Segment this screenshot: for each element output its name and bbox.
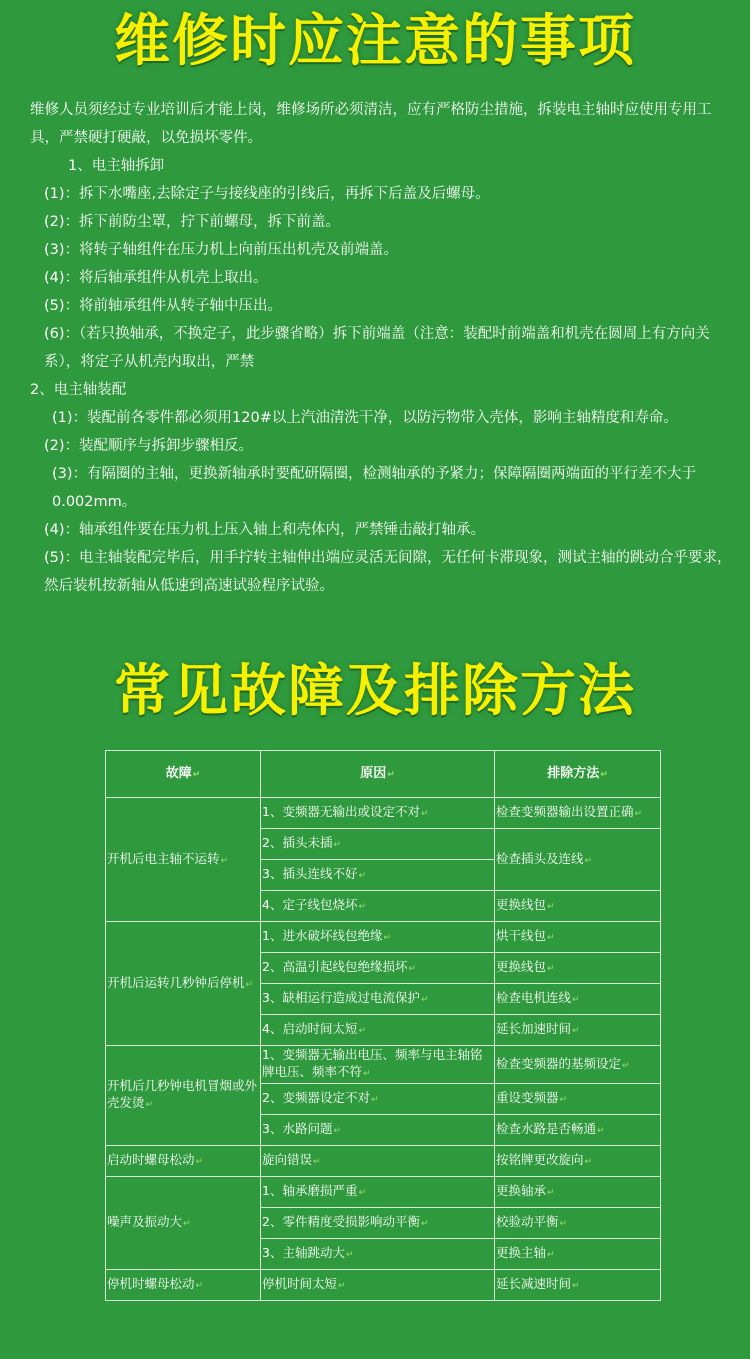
maintenance-notes	[30, 96, 738, 600]
cause-cell: 3、水路问题↵	[261, 1115, 495, 1146]
remedy-cell: 检查插头及连线↵	[495, 829, 661, 891]
remedy-cell: 更换主轴↵	[495, 1239, 661, 1270]
table-row	[106, 1270, 661, 1301]
remedy-cell: 更换线包↵	[495, 953, 661, 984]
fault-cell: 启动时螺母松动↵	[106, 1146, 261, 1177]
header-remedy: 排除方法↵	[495, 751, 661, 798]
disassembly-step: (2)：拆下前防尘罩，拧下前螺母，拆下前盖。	[44, 214, 341, 230]
section1-heading: 1、电主轴拆卸	[68, 158, 165, 174]
cause-cell: 4、定子线包烧坏↵	[261, 891, 495, 922]
remedy-cell: 检查变频器输出设置正确↵	[495, 798, 661, 829]
remedy-cell: 重设变频器↵	[495, 1084, 661, 1115]
cause-cell: 3、主轴跳动大↵	[261, 1239, 495, 1270]
table-row	[106, 1146, 661, 1177]
remedy-cell: 校验动平衡↵	[495, 1208, 661, 1239]
page-title-maintenance: 维修时应注意的事项	[114, 9, 636, 74]
fault-cell: 开机后几秒钟电机冒烟或外壳发烫↵	[106, 1046, 261, 1146]
cause-cell: 2、变频器设定不对↵	[261, 1084, 495, 1115]
assembly-step: (1)：装配前各零件都必须用120#以上汽油清洗干净，以防污物带入壳体，影响主轴精度和寿命。	[52, 410, 678, 426]
fault-cell: 停机时螺母松动↵	[106, 1270, 261, 1301]
cause-cell: 1、变频器无输出或设定不对↵	[261, 798, 495, 829]
assembly-step: (5)：电主轴装配完毕后，用手拧转主轴伸出端应灵活无间隙，无任何卡滞现象，测试主轴的跳动合乎要求，然后装机按新轴从低速到高速试验程序试验。	[44, 550, 732, 594]
remedy-cell: 延长减速时间↵	[495, 1270, 661, 1301]
disassembly-step: (3)：将转子轴组件在压力机上向前压出机壳及前端盖。	[44, 242, 399, 258]
intro-paragraph: 维修人员须经过专业培训后才能上岗，维修场所必须清洁，应有严格防尘措施，拆装电主轴时应使用专用工具，严禁硬打硬敲，以免损坏零件。	[30, 102, 712, 146]
cause-cell: 3、缺相运行造成过电流保护↵	[261, 984, 495, 1015]
header-fault: 故障↵	[106, 751, 261, 798]
table-header-row	[106, 751, 661, 798]
assembly-step: (4)：轴承组件要在压力机上压入轴上和壳体内，严禁锤击敲打轴承。	[44, 522, 486, 538]
disassembly-step: (4)：将后轴承组件从机壳上取出。	[44, 270, 268, 286]
disassembly-step: (6)：（若只换轴承，不换定子，此步骤省略）拆下前端盖（注意：装配时前端盖和机壳在圆周上有方向关系），将定子从机壳内取出，严禁	[44, 326, 710, 370]
cause-cell: 停机时间太短↵	[261, 1270, 495, 1301]
remedy-cell: 烘干线包↵	[495, 922, 661, 953]
cause-cell: 1、轴承磨损严重↵	[261, 1177, 495, 1208]
cause-cell: 旋向错误↵	[261, 1146, 495, 1177]
remedy-cell: 检查变频器的基频设定↵	[495, 1046, 661, 1084]
remedy-cell: 检查电机连线↵	[495, 984, 661, 1015]
cause-cell: 2、插头未插↵	[261, 829, 495, 860]
cause-cell: 1、进水破坏线包绝缘↵	[261, 922, 495, 953]
assembly-step: (3)：有隔圈的主轴，更换新轴承时要配研隔圈，检测轴承的予紧力；保障隔圈两端面的平行差不大于0.002mm。	[52, 466, 697, 510]
remedy-cell: 按铭牌更改旋向↵	[495, 1146, 661, 1177]
cause-cell: 3、插头连线不好↵	[261, 860, 495, 891]
assembly-step: (2)：装配顺序与拆卸步骤相反。	[44, 438, 254, 454]
disassembly-step: (5)：将前轴承组件从转子轴中压出。	[44, 298, 283, 314]
remedy-cell: 更换线包↵	[495, 891, 661, 922]
table-row	[106, 922, 661, 953]
remedy-cell: 更换轴承↵	[495, 1177, 661, 1208]
table-row	[106, 798, 661, 829]
header-cause: 原因↵	[261, 751, 495, 798]
fault-table	[105, 750, 661, 1301]
cause-cell: 1、变频器无输出电压、频率与电主轴铭牌电压、频率不符↵	[261, 1046, 495, 1084]
remedy-cell: 延长加速时间↵	[495, 1015, 661, 1046]
cause-cell: 2、高温引起线包绝缘损坏↵	[261, 953, 495, 984]
page-title-troubleshooting: 常见故障及排除方法	[114, 659, 636, 724]
fault-cell: 开机后运转几秒钟后停机↵	[106, 922, 261, 1046]
table-row	[106, 1177, 661, 1208]
table-row	[106, 1046, 661, 1084]
remedy-cell: 检查水路是否畅通↵	[495, 1115, 661, 1146]
cause-cell: 2、零件精度受损影响动平衡↵	[261, 1208, 495, 1239]
fault-cell: 开机后电主轴不运转↵	[106, 798, 261, 922]
section2-heading: 2、电主轴装配	[30, 382, 127, 398]
cause-cell: 4、启动时间太短↵	[261, 1015, 495, 1046]
fault-cell: 噪声及振动大↵	[106, 1177, 261, 1270]
disassembly-step: (1)：拆下水嘴座,去除定子与接线座的引线后，再拆下后盖及后螺母。	[44, 186, 490, 202]
